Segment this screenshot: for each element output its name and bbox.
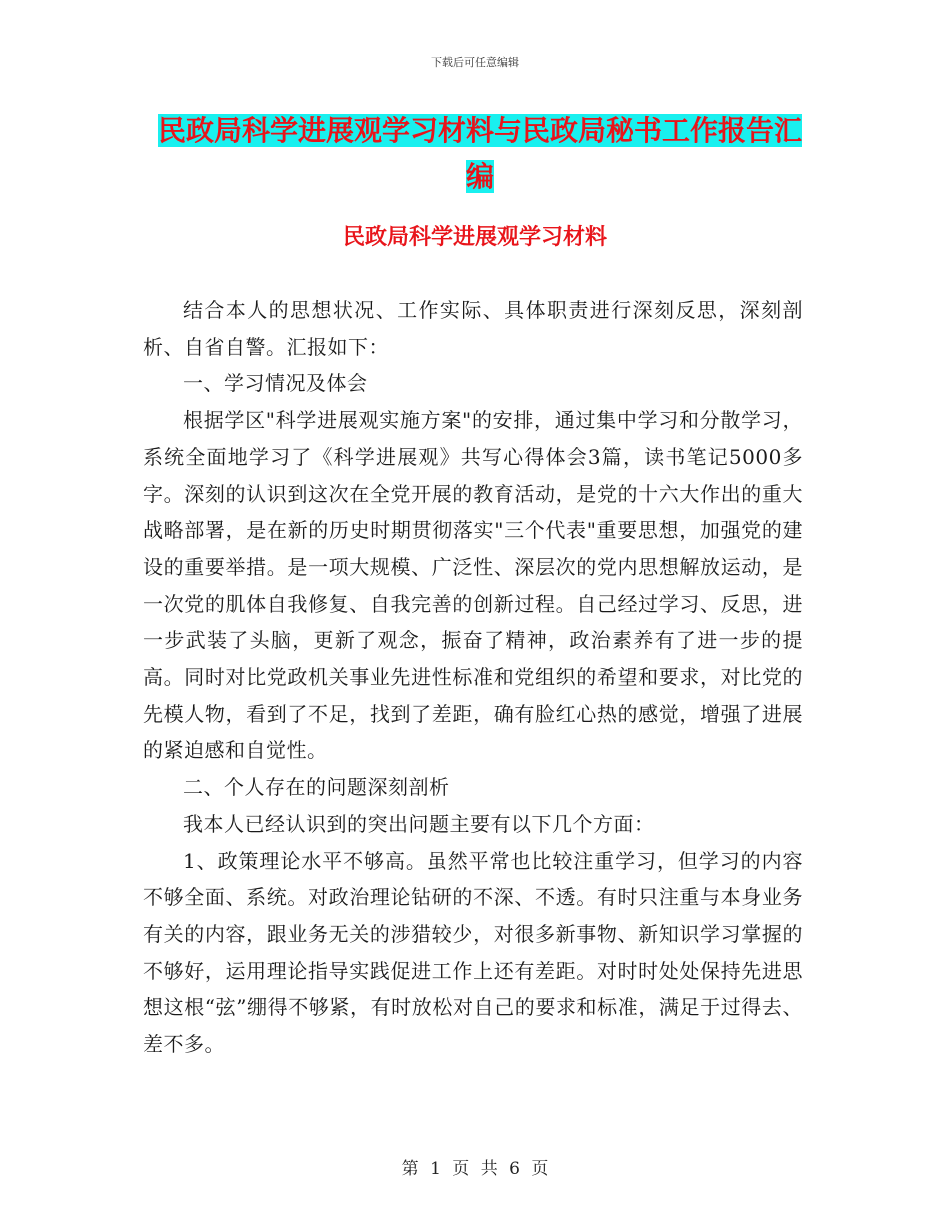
header-note: 下载后可任意编辑: [431, 56, 519, 69]
document-body: [143, 292, 803, 1063]
document-title-line2: 编: [465, 160, 494, 193]
document-title-line1: 民政局科学进展观学习材料与民政局秘书工作报告汇: [157, 114, 802, 147]
paragraph-intro: 结合本人的思想状况、工作实际、具体职责进行深刻反思，深刻剖析、自省自警。汇报如下：: [143, 298, 803, 359]
section-title: 民政局科学进展观学习材料: [342, 224, 607, 250]
paragraph-problem-1: 1、政策理论水平不够高。虽然平常也比较注重学习，但学习的内容不够全面、系统。对政治理论钻研的不深、不透。有时只注重与本身业务有关的内容，跟业务无关的涉猎较少，对很多新事物、新知识学习掌握的不够好，运用理论指导实践促进工作上还有差距。对时时处处保持先进思想这根“弦”绷得不够紧，有时放松对自己的要求和标准，满足于过得去、差不多。: [143, 848, 803, 1057]
heading-problem-analysis: 二、个人存在的问题深刻剖析: [183, 775, 450, 800]
heading-study-experience: 一、学习情况及体会: [183, 371, 368, 396]
page-footer: 第 1 页 共 6 页: [401, 1159, 549, 1179]
document-title: [150, 108, 810, 200]
paragraph-problem-intro: 我本人已经认识到的突出问题主要有以下几个方面：: [183, 811, 655, 836]
paragraph-study: 根据学区"科学进展观实施方案"的安排，通过集中学习和分散学习，系统全面地学习了《科学进展观》共写心得体会3篇，读书笔记5000多字。深刻的认识到这次在全党开展的教育活动，是党的十六大作出的重大战略部署，是在新的历史时期贯彻落实"三个代表"重要思想，加强党的建设的重要举措。是一项大规模、广泛性、深层次的党内思想解放运动，是一次党的肌体自我修复、自我完善的创新过程。自己经过学习、反思，进一步武装了头脑，更新了观念，振奋了精神，政治素养有了进一步的提高。同时对比党政机关事业先进性标准和党组织的希望和要求，对比党的先模人物，看到了不足，找到了差距，确有脸红心热的感觉，增强了进展的紧迫感和自觉性。: [143, 408, 803, 763]
